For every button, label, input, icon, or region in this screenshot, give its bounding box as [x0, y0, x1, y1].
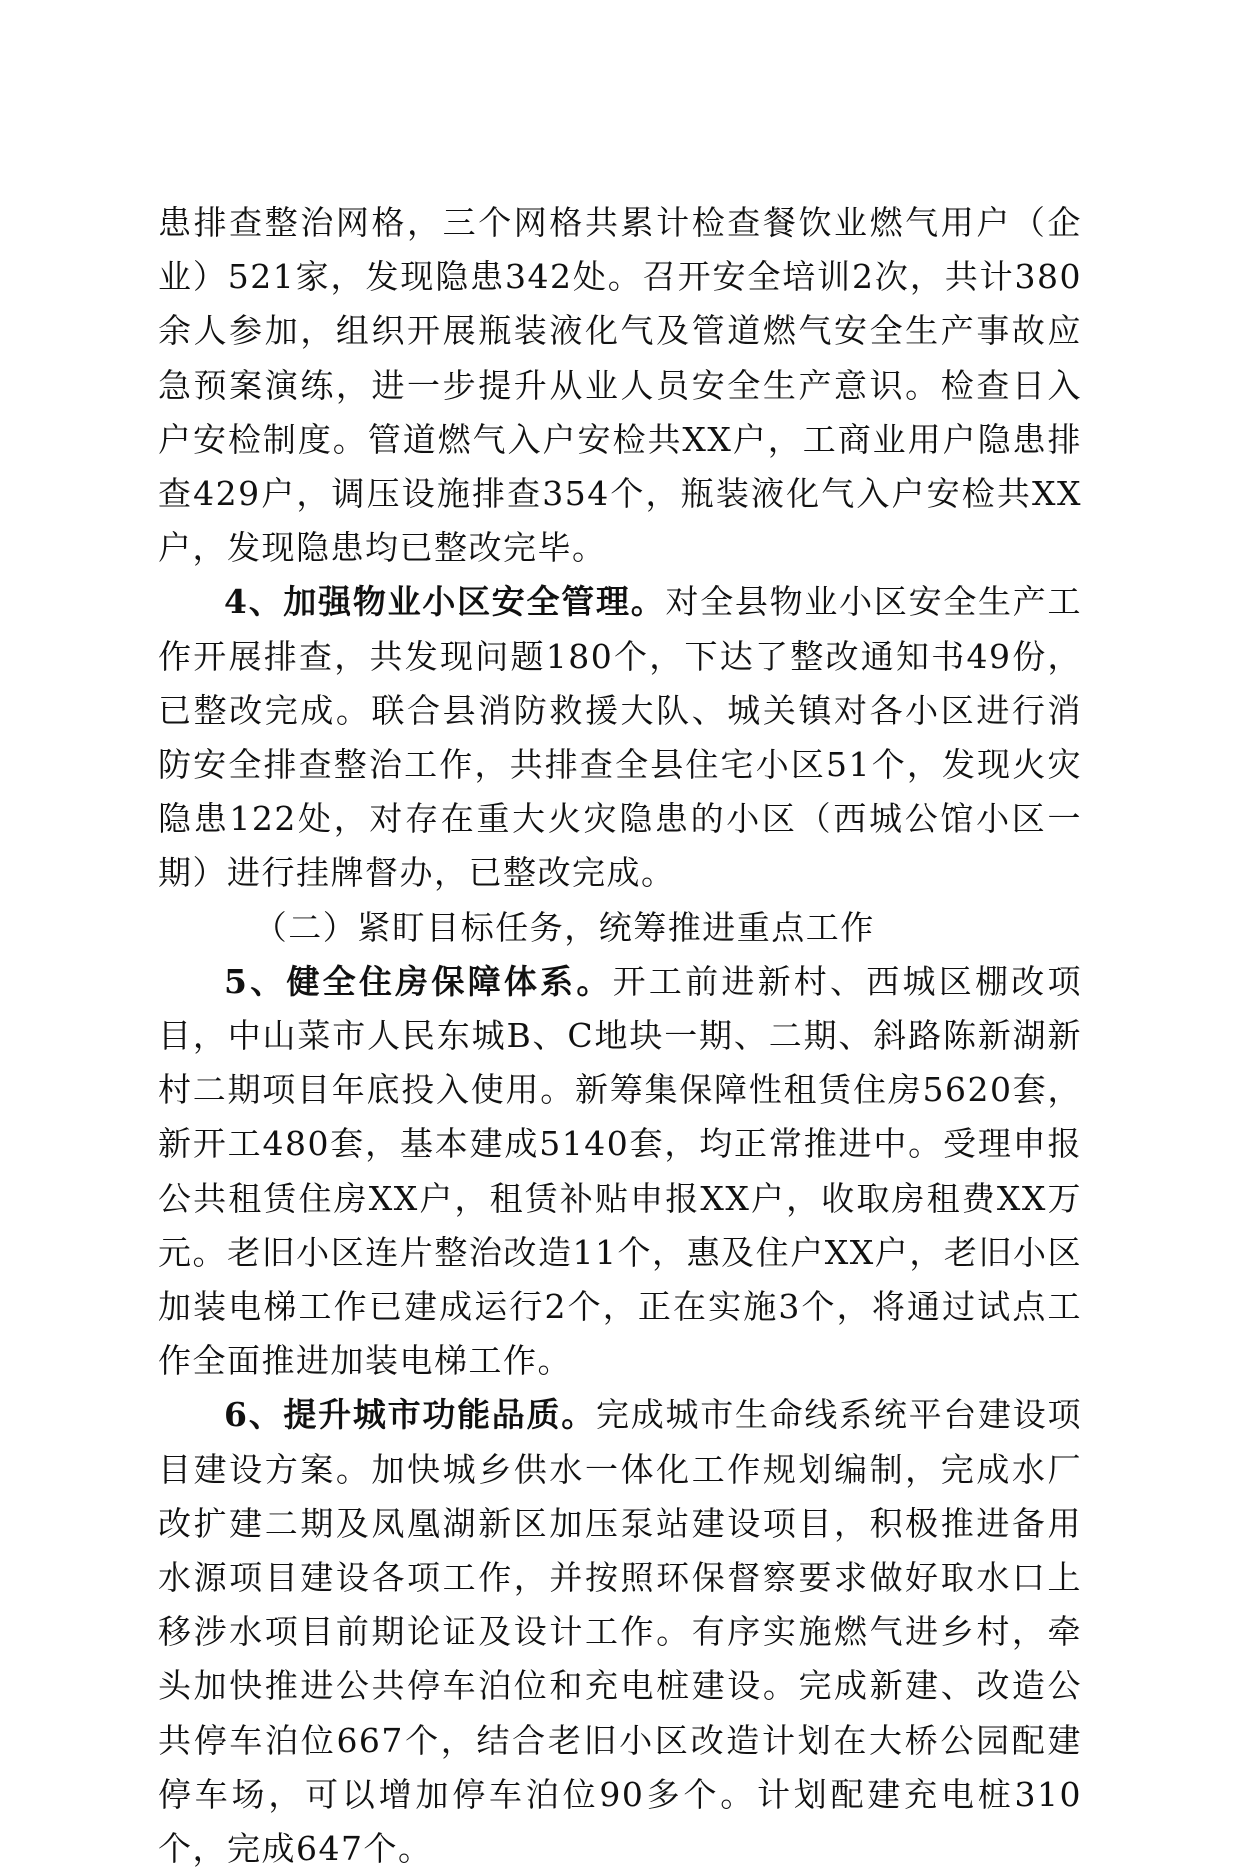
paragraph-lead: 6、提升城市功能品质。: [224, 1395, 596, 1435]
paragraph-property-safety: [158, 575, 1082, 900]
paragraph-lead: 4、加强物业小区安全管理。: [224, 582, 666, 622]
paragraph-text: 完成城市生命线系统平台建设项目建设方案。加快城乡供水一体化工作规划编制，完成水厂改扩建二期及凤凰湖新区加压泵站建设项目，积极推进备用水源项目建设各项工作，并按照环保督察要求做好取水口上移涉水项目前期论证及设计工作。有序实施燃气进乡村，牵头加快推进公共停车泊位和充电桩建设。完成新建、改造公共停车泊位667个，结合老旧小区改造计划在大桥公园配建停车场，可以增加停车泊位90多个。计划配建充电桩310个，完成647个。: [158, 1395, 1082, 1869]
paragraph-text: 患排查整治网格，三个网格共累计检查餐饮业燃气用户（企业）521家，发现隐患342处。召开安全培训2次，共计380余人参加，组织开展瓶装液化气及管道燃气安全生产事故应急预案演练，进一步提升从业人员安全生产意识。检查日入户安检制度。管道燃气入户安检共XX户，工商业用户隐患排查429户，调压设施排查354个，瓶装液化气入户安检共XX户，发现隐患均已整改完毕。: [158, 203, 1082, 568]
paragraph-city-function: [158, 1388, 1082, 1876]
paragraph-lead: 5、健全住房保障体系。: [224, 961, 613, 1001]
section-heading: （二）紧盯目标任务，统筹推进重点工作: [253, 907, 875, 947]
paragraph-text: 开工前进新村、西城区棚改项目，中山菜市人民东城B、C地块一期、二期、斜路陈新湖新村二期项目年底投入使用。新筹集保障性租赁住房5620套，新开工480套，基本建成5140套，均正常推进中。受理申报公共租赁住房XX户，租赁补贴申报XX户，收取房租费XX万元。老旧小区连片整治改造11个，惠及住户XX户，老旧小区加装电梯工作已建成运行2个，正在实施3个，将通过试点工作全面推进加装电梯工作。: [158, 961, 1082, 1381]
paragraph-housing: [158, 955, 1082, 1389]
paragraph-gas-safety: [158, 196, 1082, 575]
document-page: [158, 196, 1082, 1876]
paragraph-text: 对全县物业小区安全生产工作开展排查，共发现问题180个，下达了整改通知书49份，已整改完成。联合县消防救援大队、城关镇对各小区进行消防安全排查整治工作，共排查全县住宅小区51个，发现火灾隐患122处，对存在重大火灾隐患的小区（西城公馆小区一期）进行挂牌督办，已整改完成。: [158, 582, 1083, 893]
